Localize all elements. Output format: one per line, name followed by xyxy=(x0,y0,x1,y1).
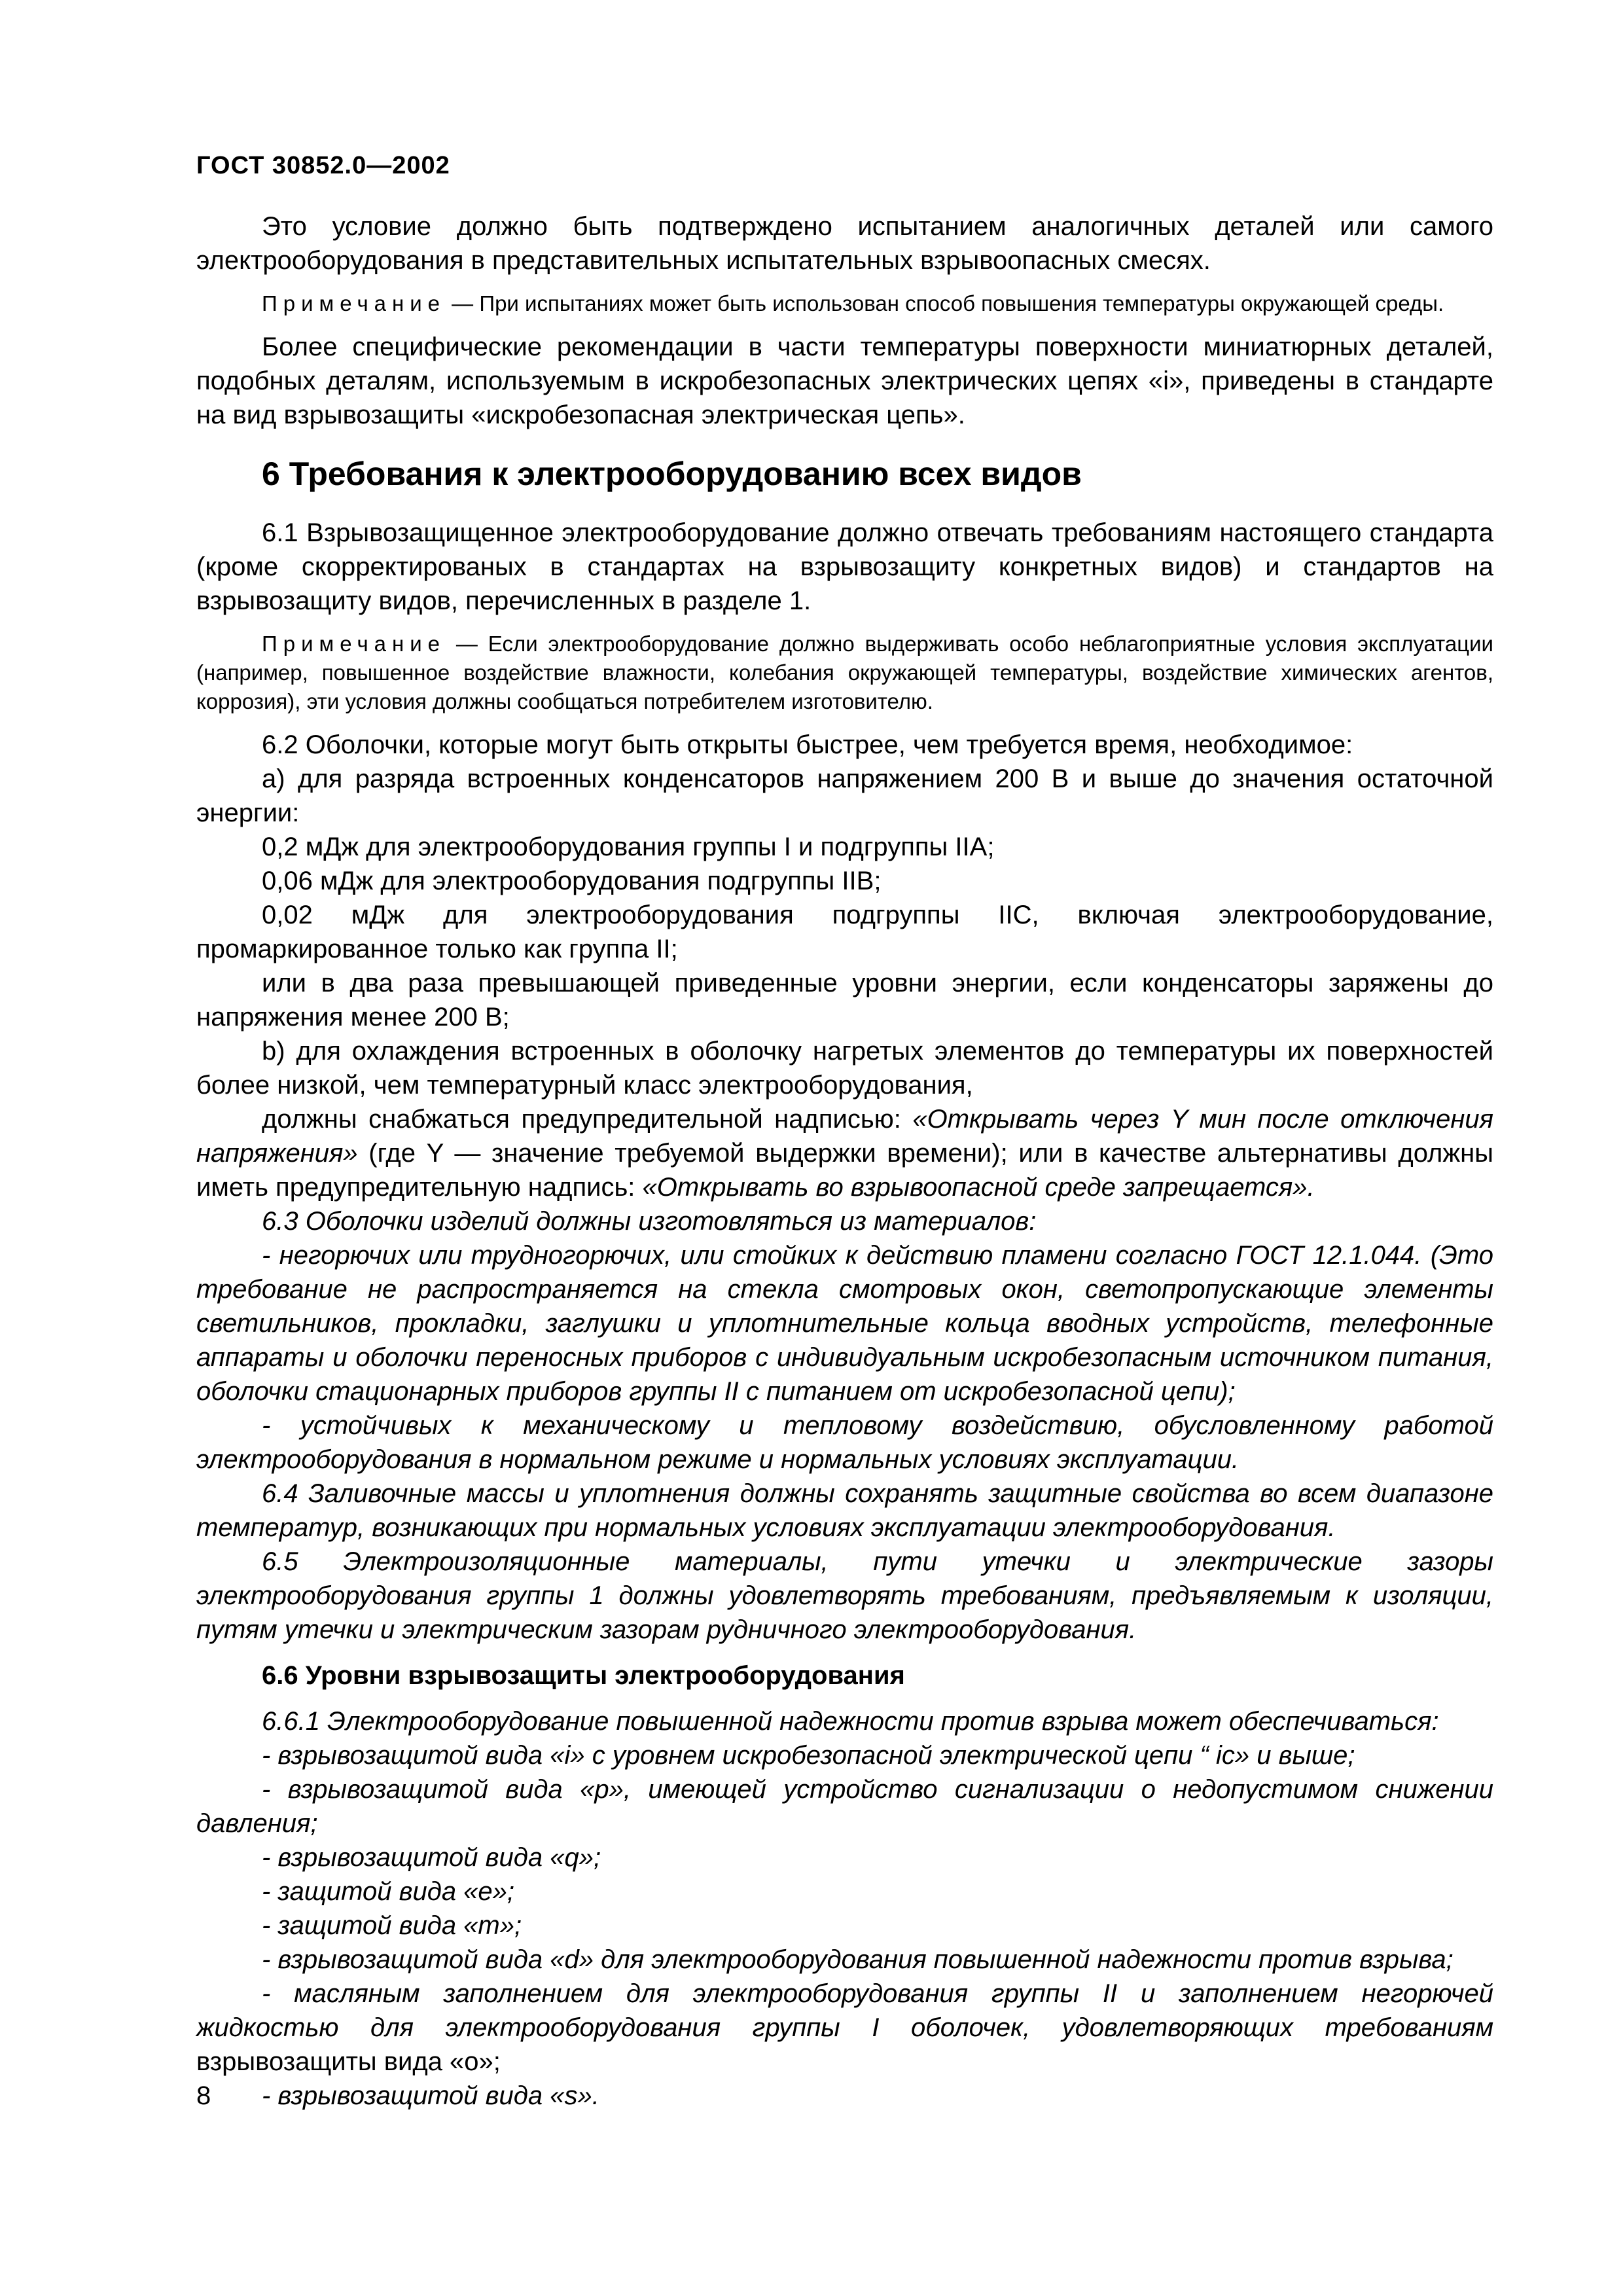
list-item: 0,2 мДж для электрооборудования группы I и подгруппы IIA; xyxy=(262,833,995,861)
list-item: - взрывозащитой вида «s». xyxy=(262,2081,599,2110)
clause-6-4: 6.4 Заливочные массы и уплотнения должны сохранять защитные свойства во всем диапазоне температур, возникающих при нормальных условиях эксплуатации электрооборудования. xyxy=(196,1479,1493,1542)
page-number: 8 xyxy=(196,2081,211,2110)
list-item: - негорючих или трудногорючих, или стойких к действию пламени согласно ГОСТ 12.1.044. (Это требование не распространяется на стекла смотровых окон, светопропускающие элементы светильников, прокладки, заглушки и уплотнительные кольца вводных устройств, телефонные аппараты и оболочки переносных приборов с индивидуальным искробезопасным источником питания, оболочки стационарных приборов группы II с питанием от искробезопасной цепи); xyxy=(196,1241,1493,1406)
list-item: или в два раза превышающей приведенные уровни энергии, если конденсаторы заряжены до напряжения менее 200 В; xyxy=(196,969,1493,1031)
note-label: Примечание xyxy=(262,291,446,315)
paragraph: Более специфические рекомендации в части температуры поверхности миниатюрных деталей, подобных деталям, используемым в искробезопасных электрических цепях «i», приведены в стандарте на вид взрывозащиты «искробезопасная электрическая цепь». xyxy=(196,332,1493,429)
note-text: — Если электрооборудование должно выдерживать особо неблагоприятные условия эксплуатации (например, повышенное воздействие влажности, колебания окружающей температуры, воздействие химических агентов, коррозия), эти условия должны сообщаться потребителем изготовителю. xyxy=(196,632,1493,713)
clause-6-1: 6.1 Взрывозащищенное электрооборудование должно отвечать требованиям настоящего стандарта (кроме скорректированых в стандартах на взрывозащиту конкретных видов) и стандартов на взрывозащиту видов, перечисленных в разделе 1. xyxy=(196,518,1493,615)
text-run: - масляным заполнением для электрооборудования группы II и заполнением негорючей жидкостью для электрооборудования группы I оболочек, удовлетворяющих требованиям xyxy=(196,1979,1493,2042)
note xyxy=(196,289,1493,318)
paragraph: Это условие должно быть подтверждено испытанием аналогичных деталей или самого электрооборудования в представительных испытательных взрывоопасных смесях. xyxy=(196,212,1493,275)
warning-label: «Открывать во взрывоопасной среде запрещается». xyxy=(642,1173,1315,1202)
note-text: — При испытаниях может быть использован способ повышения температуры окружающей среды. xyxy=(446,291,1444,315)
list-item: a) для разряда встроенных конденсаторов напряжением 200 В и выше до значения остаточной энергии: xyxy=(196,764,1493,827)
list-item xyxy=(196,1977,1493,2079)
list-item: - защитой вида «m»; xyxy=(262,1911,522,1940)
list-item: - взрывозащитой вида «q»; xyxy=(262,1843,601,1872)
clause-6-5: 6.5 Электроизоляционные материалы, пути утечки и электрические зазоры электрооборудования группы 1 должны удовлетворять требованиям, предъявляемым к изоляции, путям утечки и электрическим зазорам рудничного электрооборудования. xyxy=(196,1547,1493,1644)
text-run: взрывозащиты вида «о»; xyxy=(196,2047,501,2076)
text-run: (где Y — значение требуемой выдержки времени); или в качестве альтернативы должны иметь предупредительную надпись: xyxy=(196,1139,1493,1202)
clause-6-3: 6.3 Оболочки изделий должны изготовляться из материалов: xyxy=(262,1207,1037,1236)
subsection-heading: 6.6 Уровни взрывозащиты электрооборудования xyxy=(262,1661,905,1690)
list-item: - защитой вида «е»; xyxy=(262,1877,515,1906)
clause-6-2: 6.2 Оболочки, которые могут быть открыты быстрее, чем требуется время, необходимое: xyxy=(262,730,1353,759)
section-heading: 6 Требования к электрооборудованию всех видов xyxy=(262,456,1082,492)
list-item: 0,02 мДж для электрооборудования подгруппы IIC, включая электрооборудование, промаркированное только как группа II; xyxy=(196,901,1493,963)
list-item: 0,06 мДж для электрооборудования подгруппы IIB; xyxy=(262,867,882,895)
list-item: b) для охлаждения встроенных в оболочку нагретых элементов до температуры их поверхностей более низкой, чем температурный класс электрооборудования, xyxy=(196,1037,1493,1100)
list-item: - взрывозащитой вида «d» для электрооборудования повышенной надежности против взрыва; xyxy=(262,1945,1454,1974)
warning-label: «Открывать через Y мин после отключения напряжения» xyxy=(196,1105,1493,1168)
page-content xyxy=(196,209,1493,2113)
list-item: - взрывозащитой вида «р», имеющей устройство сигнализации о недопустимом снижении давления; xyxy=(196,1775,1493,1838)
clause-6-6-1: 6.6.1 Электрооборудование повышенной надежности против взрыва может обеспечиваться: xyxy=(262,1707,1439,1736)
list-item: - взрывозащитой вида «i» с уровнем искробезопасной электрической цепи “ ic» и выше; xyxy=(262,1741,1355,1770)
document-header: ГОСТ 30852.0—2002 xyxy=(196,152,450,179)
paragraph xyxy=(196,1102,1493,1204)
text-run: должны снабжаться предупредительной надписью: xyxy=(262,1105,913,1134)
list-item: - устойчивых к механическому и тепловому воздействию, обусловленному работой электрооборудования в нормальном режиме и нормальных условиях эксплуатации. xyxy=(196,1411,1493,1474)
note-label: Примечание xyxy=(262,632,446,656)
note xyxy=(196,630,1493,716)
